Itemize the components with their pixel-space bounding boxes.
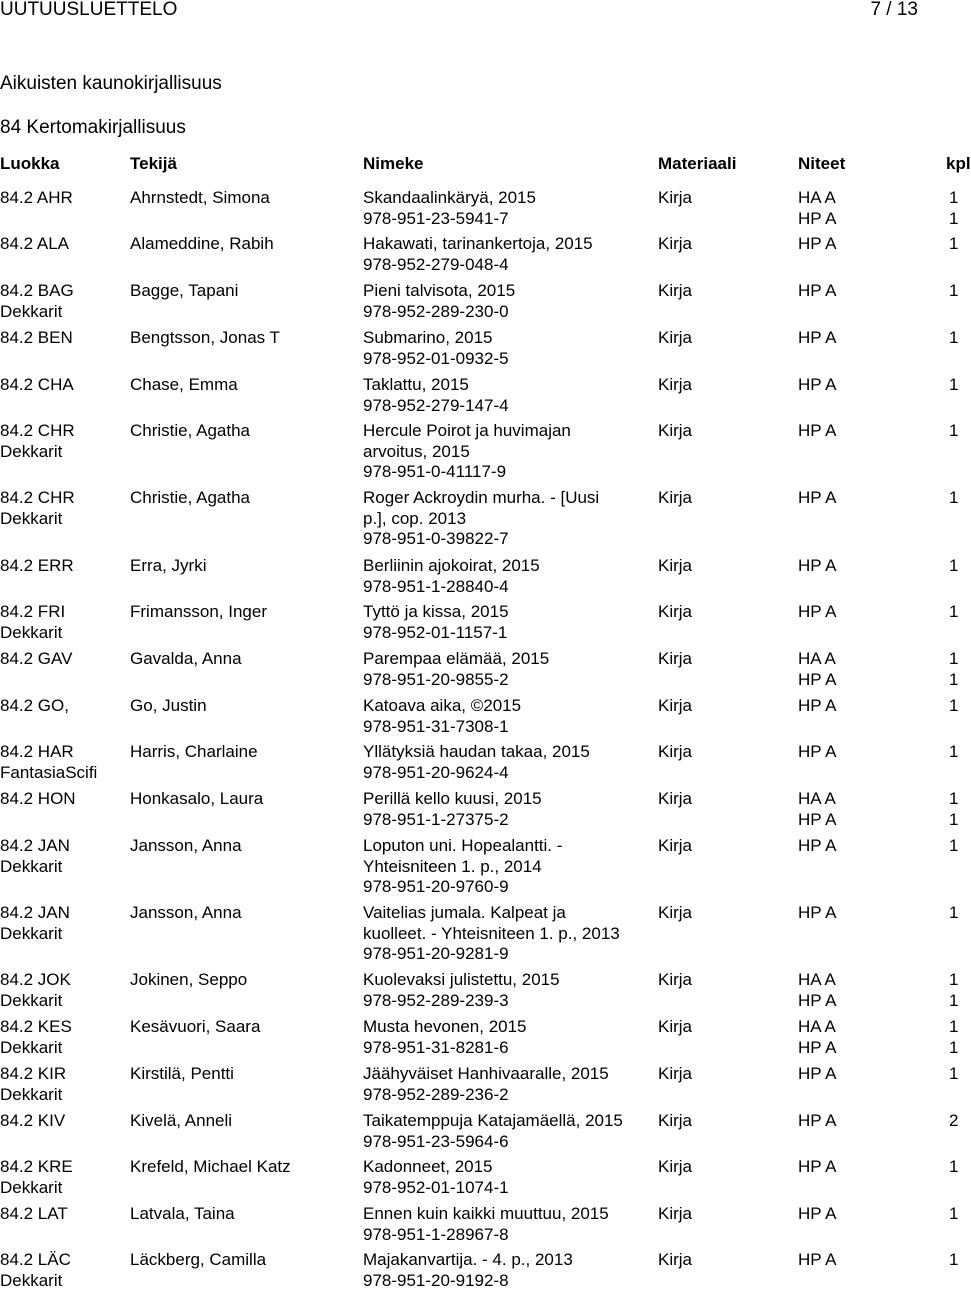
copies-location-cell: [798, 903, 836, 924]
title-cell: [363, 789, 653, 830]
count-cell: [949, 602, 958, 623]
material-cell: Kirja: [658, 836, 693, 855]
title-cell-line: Pieni talvisota, 2015: [363, 281, 516, 300]
luokka-cell-line: Dekkarit: [0, 1177, 63, 1197]
copies-location-cell: [798, 281, 836, 302]
count-cell-line: 1: [949, 742, 959, 761]
luokka-cell-line: 84.2 KRE: [0, 1157, 73, 1176]
column-header-luokka: Luokka: [0, 154, 60, 173]
count-cell-line: 1: [949, 1204, 959, 1223]
count-cell-line: 1: [949, 836, 959, 855]
copies-location-cell: [798, 421, 836, 442]
copies-location-cell-line: HP A: [798, 556, 837, 575]
count-cell: [949, 789, 958, 830]
title-cell-line: Hercule Poirot ja huvimajan: [363, 421, 571, 440]
count-cell-line: 1: [949, 556, 959, 575]
luokka-cell: [0, 970, 71, 1011]
luokka-cell: [0, 234, 69, 255]
title-cell-line: 978-951-1-28967-8: [363, 1224, 509, 1244]
title-cell-line: Yhteisniteen 1. p., 2014: [363, 856, 542, 876]
title-cell-line: Perillä kello kuusi, 2015: [363, 789, 542, 808]
title-cell-line: Jäähyväiset Hanhivaaralle, 2015: [363, 1064, 609, 1083]
luokka-cell-line: Dekkarit: [0, 622, 63, 642]
copies-location-cell: [798, 649, 836, 690]
luokka-cell-line: 84.2 ALA: [0, 234, 70, 253]
luokka-cell-line: Dekkarit: [0, 441, 63, 461]
column-header-nimeke: Nimeke: [363, 154, 424, 173]
title-cell: [363, 649, 653, 690]
count-cell: [949, 421, 958, 442]
document-title: UUTUUSLUETTELO: [0, 0, 178, 20]
author-cell: Latvala, Taina: [130, 1204, 235, 1223]
author-cell: Christie, Agatha: [130, 488, 251, 507]
author-cell: Harris, Charlaine: [130, 742, 258, 761]
title-cell-line: Yllätyksiä haudan takaa, 2015: [363, 742, 590, 761]
copies-location-cell: [798, 789, 836, 830]
title-cell-line: 978-951-31-8281-6: [363, 1037, 509, 1057]
count-cell-line: 1: [949, 1017, 959, 1036]
title-cell: [363, 421, 653, 483]
luokka-cell: [0, 742, 97, 783]
copies-location-cell: [798, 970, 836, 1011]
title-cell: [363, 1250, 653, 1291]
material-cell: Kirja: [658, 903, 693, 922]
author-cell: Erra, Jyrki: [130, 556, 207, 575]
count-cell: [949, 188, 958, 229]
title-cell-line: 978-952-01-1157-1: [363, 622, 508, 642]
material-cell: Kirja: [658, 188, 693, 207]
material-cell: Kirja: [658, 789, 693, 808]
luokka-cell: [0, 328, 73, 349]
copies-location-cell: [798, 602, 836, 623]
luokka-cell: [0, 488, 75, 529]
count-cell-line: 1: [949, 990, 959, 1010]
title-cell-line: 978-951-1-28840-4: [363, 576, 509, 596]
count-cell-line: 1: [949, 234, 959, 253]
luokka-cell: [0, 649, 72, 670]
author-cell: Kivelä, Anneli: [130, 1111, 233, 1130]
title-cell-line: 978-952-289-230-0: [363, 301, 509, 321]
copies-location-cell-line: HP A: [798, 602, 837, 621]
luokka-cell-line: 84.2 AHR: [0, 188, 73, 207]
luokka-cell-line: Dekkarit: [0, 301, 63, 321]
luokka-cell: [0, 836, 70, 877]
title-cell-line: 978-951-20-9760-9: [363, 877, 509, 897]
material-cell: Kirja: [658, 234, 693, 253]
title-cell-line: 978-952-289-239-3: [363, 990, 509, 1010]
title-cell-line: 978-951-20-9624-4: [363, 762, 509, 782]
page-number: 7 / 13: [870, 0, 918, 20]
author-cell: Kirstilä, Pentti: [130, 1064, 234, 1083]
count-cell-line: 1: [949, 602, 959, 621]
title-cell-line: Taklattu, 2015: [363, 375, 469, 394]
column-header-niteet: Niteet: [798, 154, 846, 173]
author-cell: Krefeld, Michael Katz: [130, 1157, 291, 1176]
title-cell-line: Hakawati, tarinankertoja, 2015: [363, 234, 593, 253]
material-cell: Kirja: [658, 602, 693, 621]
title-cell-line: 978-951-20-9192-8: [363, 1270, 509, 1290]
author-cell: Kesävuori, Saara: [130, 1017, 261, 1036]
title-cell: [363, 1064, 653, 1105]
title-cell-line: 978-951-23-5964-6: [363, 1131, 509, 1151]
copies-location-cell-line: HA A: [798, 789, 836, 808]
count-cell-line: 1: [949, 970, 959, 989]
luokka-cell-line: Dekkarit: [0, 1037, 63, 1057]
copies-location-cell-line: HP A: [798, 421, 837, 440]
copies-location-cell-line: HA A: [798, 188, 836, 207]
luokka-cell: [0, 1204, 68, 1225]
title-cell: [363, 1204, 653, 1245]
luokka-cell: [0, 281, 74, 322]
copies-location-cell: [798, 1204, 836, 1225]
copies-location-cell: [798, 1157, 836, 1178]
column-header-tekija: Tekijä: [130, 154, 177, 173]
material-cell: Kirja: [658, 375, 693, 394]
author-cell: Christie, Agatha: [130, 421, 251, 440]
author-cell: Alameddine, Rabih: [130, 234, 274, 253]
copies-location-cell-line: HP A: [798, 903, 837, 922]
count-cell: [949, 488, 958, 509]
copies-location-cell-line: HP A: [798, 1157, 837, 1176]
luokka-cell: [0, 602, 65, 643]
title-cell: [363, 696, 653, 737]
title-cell-line: 978-952-289-236-2: [363, 1084, 509, 1104]
count-cell: [949, 375, 958, 396]
author-cell: Bagge, Tapani: [130, 281, 239, 300]
title-cell: [363, 903, 653, 965]
title-cell: [363, 970, 653, 1011]
luokka-cell-line: 84.2 KES: [0, 1017, 72, 1036]
author-cell: Gavalda, Anna: [130, 649, 242, 668]
luokka-cell: [0, 1157, 73, 1198]
copies-location-cell-line: HA A: [798, 1017, 836, 1036]
count-cell-line: 1: [949, 649, 959, 668]
title-cell-line: p.], cop. 2013: [363, 508, 467, 528]
title-cell: [363, 556, 653, 597]
author-cell: Chase, Emma: [130, 375, 238, 394]
luokka-cell: [0, 375, 74, 396]
title-cell-line: 978-951-20-9855-2: [363, 669, 509, 689]
luokka-cell-line: 84.2 FRI: [0, 602, 66, 621]
copies-location-cell-line: HP A: [798, 1204, 837, 1223]
count-cell-line: 1: [949, 421, 959, 440]
luokka-cell-line: 84.2 JAN: [0, 836, 70, 855]
title-cell-line: 978-952-279-048-4: [363, 254, 509, 274]
material-cell: Kirja: [658, 1017, 693, 1036]
title-cell-line: Majakanvartija. - 4. p., 2013: [363, 1250, 573, 1269]
title-cell-line: 978-951-23-5941-7: [363, 208, 509, 228]
luokka-cell-line: 84.2 GAV: [0, 649, 73, 668]
luokka-cell: [0, 1250, 71, 1291]
luokka-cell: [0, 789, 76, 810]
title-cell: [363, 742, 653, 783]
title-cell-line: Berliinin ajokoirat, 2015: [363, 556, 540, 575]
count-cell-line: 1: [949, 809, 959, 829]
count-cell: [949, 903, 958, 924]
luokka-cell: [0, 421, 75, 462]
count-cell-line: 1: [949, 488, 959, 507]
count-cell-line: 1: [949, 281, 959, 300]
copies-location-cell-line: HP A: [798, 836, 837, 855]
luokka-cell-line: Dekkarit: [0, 990, 63, 1010]
copies-location-cell: [798, 188, 836, 229]
copies-location-cell: [798, 836, 836, 857]
title-cell-line: 978-951-0-39822-7: [363, 529, 509, 549]
title-cell-line: 978-951-0-41117-9: [363, 462, 507, 482]
count-cell: [949, 1111, 958, 1132]
count-cell-line: 1: [949, 669, 959, 689]
title-cell-line: Kuolevaksi julistettu, 2015: [363, 970, 560, 989]
author-cell: Läckberg, Camilla: [130, 1250, 267, 1269]
copies-location-cell-line: HA A: [798, 970, 836, 989]
count-cell: [949, 742, 958, 763]
title-cell-line: 978-951-20-9281-9: [363, 944, 509, 964]
count-cell-line: 1: [949, 328, 959, 347]
title-cell-line: 978-952-01-1074-1: [363, 1177, 509, 1197]
copies-location-cell: [798, 1064, 836, 1085]
title-cell-line: Skandaalinkäryä, 2015: [363, 188, 536, 207]
author-cell: Jansson, Anna: [130, 836, 242, 855]
material-cell: Kirja: [658, 1204, 693, 1223]
copies-location-cell: [798, 696, 836, 717]
luokka-cell-line: 84.2 KIR: [0, 1064, 67, 1083]
count-cell: [949, 281, 958, 302]
copies-location-cell-line: HP A: [798, 328, 837, 347]
luokka-cell-line: 84.2 BEN: [0, 328, 73, 347]
luokka-cell-line: 84.2 GO,: [0, 696, 69, 715]
title-cell-line: Katoava aika, ©2015: [363, 696, 522, 715]
copies-location-cell-line: HP A: [798, 208, 837, 228]
copies-location-cell-line: HP A: [798, 1037, 837, 1057]
count-cell-line: 1: [949, 1157, 959, 1176]
title-cell-line: Taikatemppuja Katajamäellä, 2015: [363, 1111, 623, 1130]
material-cell: Kirja: [658, 1064, 693, 1083]
luokka-cell-line: 84.2 HAR: [0, 742, 74, 761]
copies-location-cell-line: HP A: [798, 375, 837, 394]
copies-location-cell-line: HP A: [798, 990, 837, 1010]
luokka-cell: [0, 696, 69, 717]
title-cell-line: Roger Ackroydin murha. - [Uusi: [363, 488, 600, 507]
title-cell: [363, 188, 653, 229]
copies-location-cell: [798, 1017, 836, 1058]
copies-location-cell-line: HP A: [798, 281, 837, 300]
copies-location-cell: [798, 375, 836, 396]
copies-location-cell: [798, 328, 836, 349]
count-cell: [949, 556, 958, 577]
luokka-cell-line: 84.2 ERR: [0, 556, 74, 575]
title-cell: [363, 1111, 653, 1152]
copies-location-cell: [798, 556, 836, 577]
title-cell: [363, 328, 653, 369]
count-cell-line: 1: [949, 1064, 959, 1083]
count-cell-line: 2: [949, 1111, 959, 1130]
copies-location-cell-line: HP A: [798, 1064, 837, 1083]
luokka-cell-line: 84.2 LAT: [0, 1204, 68, 1223]
section-heading: Aikuisten kaunokirjallisuus: [0, 73, 222, 94]
count-cell: [949, 1204, 958, 1225]
count-cell: [949, 696, 958, 717]
copies-location-cell-line: HP A: [798, 488, 837, 507]
count-cell-line: 1: [949, 208, 959, 228]
count-cell: [949, 1157, 958, 1178]
luokka-cell-line: Dekkarit: [0, 856, 63, 876]
count-cell-line: 1: [949, 696, 959, 715]
luokka-cell-line: Dekkarit: [0, 508, 63, 528]
title-cell-line: Submarino, 2015: [363, 328, 493, 347]
count-cell: [949, 1064, 958, 1085]
author-cell: Ahrnstedt, Simona: [130, 188, 270, 207]
copies-location-cell-line: HP A: [798, 669, 837, 689]
title-cell-line: Kadonneet, 2015: [363, 1157, 493, 1176]
column-header-materiaali: Materiaali: [658, 154, 737, 173]
title-cell-line: arvoitus, 2015: [363, 441, 470, 461]
copies-location-cell: [798, 234, 836, 255]
luokka-cell-line: 84.2 LÄC: [0, 1250, 71, 1269]
column-header-kpl: kpl: [946, 154, 971, 173]
copies-location-cell-line: HP A: [798, 1111, 837, 1130]
material-cell: Kirja: [658, 488, 693, 507]
luokka-cell-line: 84.2 KIV: [0, 1111, 66, 1130]
count-cell: [949, 328, 958, 349]
luokka-cell: [0, 1064, 66, 1105]
author-cell: Frimansson, Inger: [130, 602, 267, 621]
material-cell: Kirja: [658, 1157, 693, 1176]
luokka-cell-line: Dekkarit: [0, 1270, 63, 1290]
luokka-cell: [0, 1017, 72, 1058]
luokka-cell-line: 84.2 JAN: [0, 903, 70, 922]
title-cell-line: Vaitelias jumala. Kalpeat ja: [363, 903, 566, 922]
title-cell: [363, 488, 653, 550]
copies-location-cell-line: HA A: [798, 649, 836, 668]
copies-location-cell: [798, 1111, 836, 1132]
copies-location-cell-line: HP A: [798, 742, 837, 761]
material-cell: Kirja: [658, 328, 693, 347]
count-cell: [949, 970, 958, 1011]
luokka-cell-line: 84.2 BAG: [0, 281, 74, 300]
title-cell: [363, 281, 653, 322]
author-cell: Honkasalo, Laura: [130, 789, 264, 808]
copies-location-cell-line: HP A: [798, 1250, 837, 1269]
title-cell-line: Ennen kuin kaikki muuttuu, 2015: [363, 1204, 609, 1223]
author-cell: Bengtsson, Jonas T: [130, 328, 280, 347]
luokka-cell: [0, 903, 70, 944]
count-cell-line: 1: [949, 903, 959, 922]
luokka-cell-line: 84.2 HON: [0, 789, 76, 808]
material-cell: Kirja: [658, 1111, 693, 1130]
material-cell: Kirja: [658, 742, 693, 761]
luokka-cell-line: 84.2 CHR: [0, 488, 75, 507]
count-cell-line: 1: [949, 1250, 959, 1269]
count-cell-line: 1: [949, 375, 959, 394]
title-cell-line: Loputon uni. Hopealantti. -: [363, 836, 563, 855]
material-cell: Kirja: [658, 281, 693, 300]
title-cell-line: Parempaa elämää, 2015: [363, 649, 550, 668]
title-cell: [363, 234, 653, 275]
title-cell-line: kuolleet. - Yhteisniteen 1. p., 2013: [363, 923, 620, 943]
luokka-cell: [0, 1111, 65, 1132]
title-cell-line: Musta hevonen, 2015: [363, 1017, 527, 1036]
title-cell: [363, 1017, 653, 1058]
count-cell-line: 1: [949, 188, 959, 207]
copies-location-cell: [798, 742, 836, 763]
title-cell-line: 978-951-31-7308-1: [363, 716, 509, 736]
title-cell: [363, 836, 653, 898]
count-cell: [949, 649, 958, 690]
title-cell-line: 978-952-01-0932-5: [363, 348, 509, 368]
copies-location-cell-line: HP A: [798, 234, 837, 253]
copies-location-cell: [798, 488, 836, 509]
luokka-cell-line: Dekkarit: [0, 923, 63, 943]
title-cell-line: 978-952-279-147-4: [363, 395, 509, 415]
title-cell-line: 978-951-1-27375-2: [363, 809, 509, 829]
count-cell: [949, 234, 958, 255]
luokka-cell-line: 84.2 CHR: [0, 421, 75, 440]
material-cell: Kirja: [658, 649, 693, 668]
luokka-cell: [0, 556, 74, 577]
title-cell: [363, 375, 653, 416]
count-cell: [949, 836, 958, 857]
title-cell: [363, 602, 653, 643]
material-cell: Kirja: [658, 696, 693, 715]
count-cell-line: 1: [949, 1037, 959, 1057]
luokka-cell: [0, 188, 73, 209]
count-cell: [949, 1250, 958, 1271]
luokka-cell-line: Dekkarit: [0, 1084, 63, 1104]
title-cell-line: Tyttö ja kissa, 2015: [363, 602, 509, 621]
material-cell: Kirja: [658, 1250, 693, 1269]
luokka-cell-line: 84.2 JOK: [0, 970, 71, 989]
title-cell: [363, 1157, 653, 1198]
author-cell: Go, Justin: [130, 696, 207, 715]
count-cell-line: 1: [949, 789, 959, 808]
material-cell: Kirja: [658, 970, 693, 989]
luokka-cell-line: 84.2 CHA: [0, 375, 74, 394]
author-cell: Jokinen, Seppo: [130, 970, 248, 989]
author-cell: Jansson, Anna: [130, 903, 242, 922]
count-cell: [949, 1017, 958, 1058]
luokka-cell-line: FantasiaScifi: [0, 762, 98, 782]
material-cell: Kirja: [658, 421, 693, 440]
subsection-heading: 84 Kertomakirjallisuus: [0, 117, 186, 138]
material-cell: Kirja: [658, 556, 693, 575]
copies-location-cell: [798, 1250, 836, 1271]
copies-location-cell-line: HP A: [798, 696, 837, 715]
copies-location-cell-line: HP A: [798, 809, 837, 829]
